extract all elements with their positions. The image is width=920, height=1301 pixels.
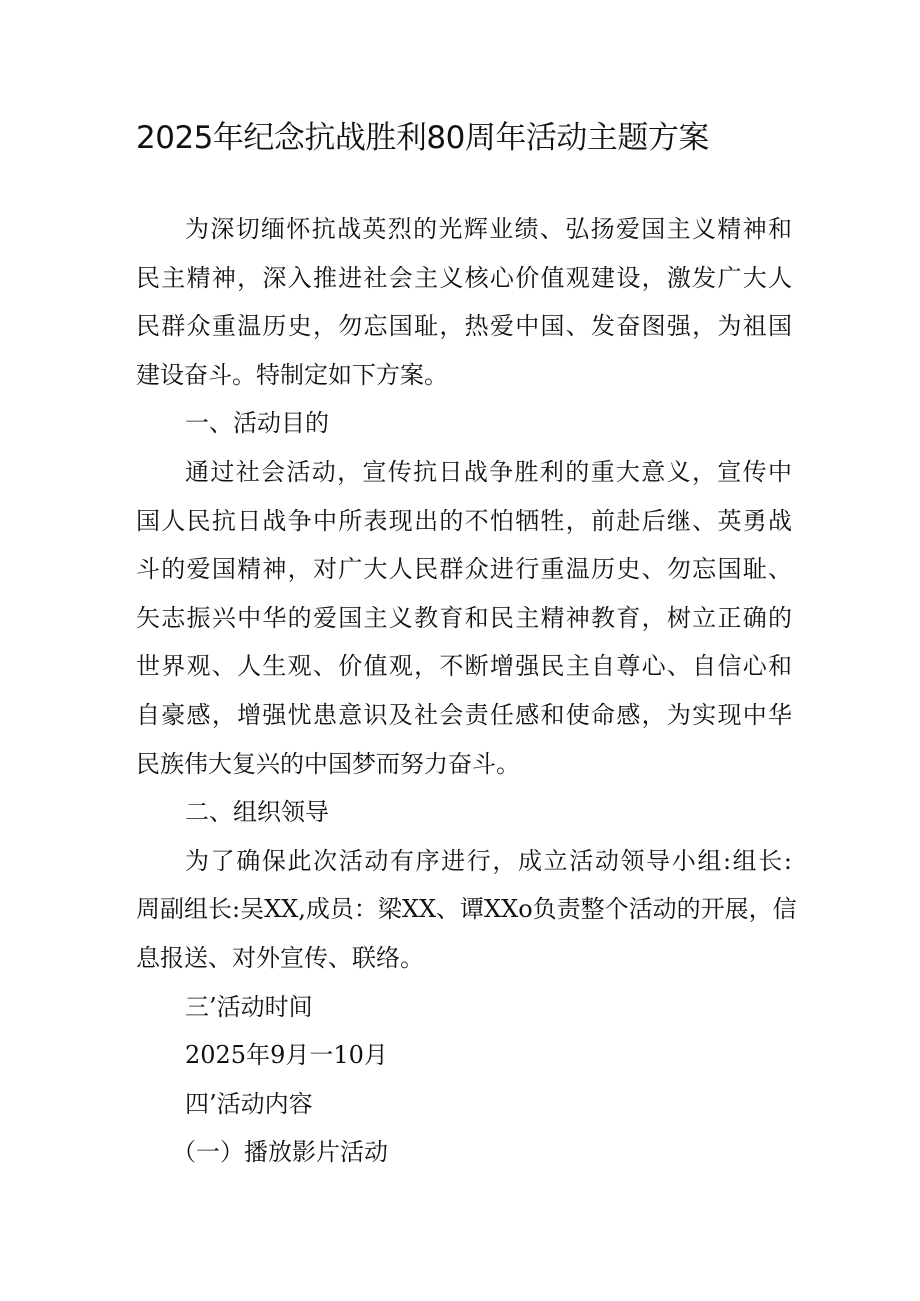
text-line: 国人民抗日战争中所表现出的不怕牺牲，前赴后继、英勇战 — [136, 506, 792, 535]
section-heading-leadership: 二、组织领导 — [185, 798, 329, 827]
text-line: 自豪感，增强忧患意识及社会责任感和使命感，为实现中华 — [136, 700, 792, 729]
leadership-paragraph — [136, 837, 797, 983]
text-line: 民群众重温历史，勿忘国耻，热爱中国、发奋图强，为祖国 — [136, 312, 792, 341]
intro-paragraph — [136, 205, 792, 399]
text-line: 斗的爱国精神，对广大人民群众进行重温历史、勿忘国耻、 — [136, 555, 792, 584]
document-title: 2025年纪念抗战胜利80周年活动主题方案 — [136, 120, 709, 156]
text-line: 民主精神，深入推进社会主义核心价值观建设，激发广大人 — [136, 263, 792, 292]
section-heading-time: 三’活动时间 — [185, 992, 313, 1021]
text-line: 为深切缅怀抗战英烈的光辉业绩、弘扬爱国主义精神和 — [185, 215, 792, 243]
text-line: 周副组长:吴XX,成员：梁XX、谭XXo负责整个活动的开展，信 — [136, 895, 797, 924]
purpose-paragraph — [136, 448, 792, 788]
text-line: 为了确保此次活动有序进行，成立活动领导小组:组长: — [185, 846, 792, 875]
document-body — [136, 205, 797, 1177]
subsection-heading-film: （一）播放影片活动 — [172, 1138, 388, 1167]
text-line: 世界观、人生观、价值观，不断增强民主自尊心、自信心和 — [136, 652, 792, 681]
text-line: 通过社会活动，宣传抗日战争胜利的重大意义，宣传中 — [185, 457, 792, 486]
text-line: 息报送、对外宣传、联络。 — [136, 943, 424, 972]
text-line: 矢志振兴中华的爱国主义教育和民主精神教育，树立正确的 — [136, 603, 792, 632]
section-heading-content: 四’活动内容 — [185, 1089, 313, 1118]
text-line: 建设奋斗。特制定如下方案。 — [136, 360, 448, 389]
activity-time-value: 2025年9月一10月 — [185, 1041, 388, 1070]
text-line: 民族伟大复兴的中国梦而努力奋斗。 — [136, 749, 520, 778]
section-heading-purpose: 一、活动目的 — [185, 409, 329, 438]
